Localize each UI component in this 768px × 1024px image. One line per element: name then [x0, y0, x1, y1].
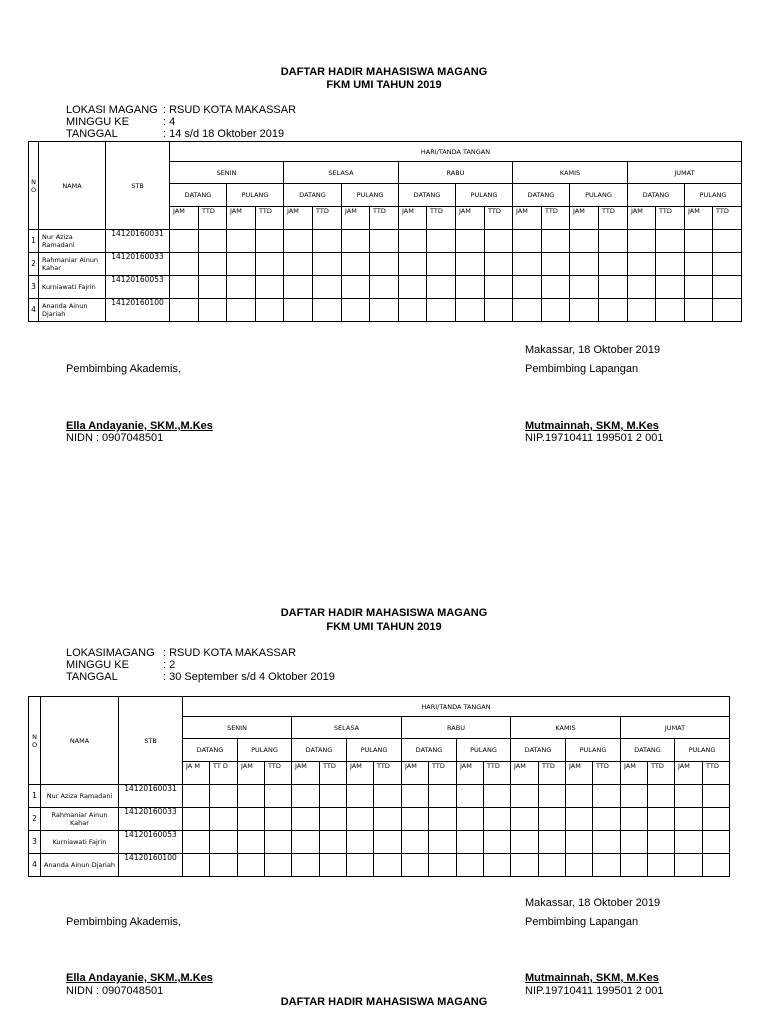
- attendance-cell[interactable]: [341, 252, 370, 276]
- attendance-cell[interactable]: [319, 830, 347, 854]
- jam-header: JAM: [569, 206, 599, 230]
- attendance-cell[interactable]: [565, 807, 593, 831]
- datang-header: DATANG: [182, 738, 238, 762]
- hari-tanda-tangan-header: HARI/TANDA TANGAN: [182, 696, 730, 717]
- row-number: 3: [28, 275, 39, 299]
- ttd-header: TTD: [598, 206, 628, 230]
- attendance-cell[interactable]: [428, 853, 457, 877]
- attendance-cell[interactable]: [592, 830, 621, 854]
- attendance-cell[interactable]: [598, 298, 628, 322]
- attendance-cell[interactable]: [565, 784, 593, 808]
- jam-header: JAM: [455, 206, 485, 230]
- attendance-cell[interactable]: [319, 853, 347, 877]
- jam-header: JAM: [283, 206, 313, 230]
- attendance-cell[interactable]: [512, 275, 542, 299]
- attendance-cell[interactable]: [237, 853, 265, 877]
- attendance-cell[interactable]: [510, 830, 539, 854]
- jam-header: JAM: [512, 206, 542, 230]
- attendance-cell[interactable]: [283, 252, 313, 276]
- jam-header: JAM: [346, 761, 374, 785]
- ttd-header: TT D: [209, 761, 238, 785]
- attendance-cell[interactable]: [198, 298, 227, 322]
- row-number: 4: [28, 298, 39, 322]
- attendance-cell[interactable]: [226, 275, 256, 299]
- academic-supervisor-name: Ella Andayanie, SKM.,M.Kes: [66, 972, 213, 984]
- attendance-cell[interactable]: [226, 252, 256, 276]
- attendance-cell[interactable]: [426, 275, 456, 299]
- attendance-cell[interactable]: [369, 252, 399, 276]
- ttd-header: TTD: [483, 761, 511, 785]
- attendance-cell[interactable]: [620, 807, 648, 831]
- jam-header: JAM: [565, 761, 593, 785]
- attendance-cell[interactable]: [428, 830, 457, 854]
- stb-header: STB: [118, 696, 183, 785]
- jam-header: JAM: [510, 761, 539, 785]
- pulang-header: PULANG: [341, 183, 399, 207]
- attendance-cell[interactable]: [455, 298, 485, 322]
- row-number: 3: [28, 830, 41, 854]
- attendance-cell[interactable]: [198, 275, 227, 299]
- attendance-cell[interactable]: [674, 830, 703, 854]
- attendance-cell[interactable]: [373, 784, 402, 808]
- day-header: JUMAT: [627, 161, 742, 184]
- attendance-cell[interactable]: [291, 784, 320, 808]
- jam-header: JAM: [398, 206, 427, 230]
- student-stb: 14120160053: [118, 830, 183, 854]
- attendance-cell[interactable]: [647, 853, 675, 877]
- student-name: Rahmaniar Ainun Kahar: [38, 252, 106, 276]
- ttd-header: TTD: [369, 206, 399, 230]
- attendance-cell[interactable]: [398, 298, 427, 322]
- attendance-cell[interactable]: [346, 807, 374, 831]
- hari-tanda-tangan-header: HARI/TANDA TANGAN: [169, 141, 742, 162]
- info-value: : 14 s/d 18 Oktober 2019: [163, 128, 285, 140]
- info-label: TANGGAL: [66, 128, 118, 140]
- attendance-cell[interactable]: [538, 807, 566, 831]
- ttd-header: TTD: [428, 761, 457, 785]
- attendance-cell[interactable]: [401, 784, 429, 808]
- place-date: Makassar, 18 Oktober 2019: [525, 344, 661, 356]
- attendance-cell[interactable]: [401, 830, 429, 854]
- field-supervisor-name: Mutmainnah, SKM, M.Kes: [525, 972, 659, 984]
- student-name: Ananda Ainun Djariah: [38, 298, 106, 322]
- attendance-cell[interactable]: [712, 275, 742, 299]
- attendance-cell[interactable]: [456, 830, 484, 854]
- attendance-cell[interactable]: [647, 784, 675, 808]
- jam-header: JAM: [226, 206, 256, 230]
- jam-header: JAM: [169, 206, 199, 230]
- attendance-cell[interactable]: [426, 298, 456, 322]
- attendance-cell[interactable]: [484, 275, 513, 299]
- jam-header: JAM: [291, 761, 320, 785]
- attendance-cell[interactable]: [401, 807, 429, 831]
- attendance-cell[interactable]: [592, 807, 621, 831]
- day-header: KAMIS: [510, 716, 621, 739]
- attendance-cell[interactable]: [655, 252, 685, 276]
- stb-header: STB: [105, 141, 170, 230]
- jam-header: JAM: [237, 761, 265, 785]
- day-header: JUMAT: [620, 716, 730, 739]
- attendance-cell[interactable]: [237, 807, 265, 831]
- info-value: : RSUD KOTA MAKASSAR: [163, 104, 297, 116]
- attendance-cell[interactable]: [255, 229, 284, 253]
- ttd-header: TTD: [264, 761, 292, 785]
- info-label: MINGGU KE: [66, 116, 129, 128]
- ttd-header: TTD: [712, 206, 742, 230]
- section-subtitle: FKM UMI TAHUN 2019: [326, 79, 442, 91]
- pulang-header: PULANG: [565, 738, 621, 762]
- attendance-cell[interactable]: [541, 252, 570, 276]
- attendance-cell[interactable]: [538, 830, 566, 854]
- attendance-cell[interactable]: [569, 298, 599, 322]
- datang-header: DATANG: [291, 738, 347, 762]
- attendance-cell[interactable]: [512, 252, 542, 276]
- next-page-title: DAFTAR HADIR MAHASISWA MAGANG: [280, 996, 488, 1008]
- ttd-header: TTD: [373, 761, 402, 785]
- day-header: RABU: [401, 716, 511, 739]
- attendance-cell[interactable]: [341, 298, 370, 322]
- attendance-cell[interactable]: [312, 252, 342, 276]
- datang-header: DATANG: [169, 183, 227, 207]
- academic-supervisor-nidn: NIDN : 0907048501: [66, 985, 164, 997]
- jam-header: JA M: [182, 761, 210, 785]
- field-supervisor-nip: NIP.19710411 199501 2 001: [525, 985, 664, 997]
- ttd-header: TTD: [255, 206, 284, 230]
- attendance-cell[interactable]: [373, 830, 402, 854]
- info-value: : 4: [163, 116, 176, 128]
- attendance-cell[interactable]: [483, 830, 511, 854]
- student-stb: 14120160053: [105, 275, 170, 299]
- attendance-cell[interactable]: [182, 784, 210, 808]
- attendance-cell[interactable]: [255, 298, 284, 322]
- student-stb: 14120160031: [118, 784, 183, 808]
- jam-header: JAM: [401, 761, 429, 785]
- attendance-cell[interactable]: [712, 229, 742, 253]
- attendance-cell[interactable]: [182, 853, 210, 877]
- academic-supervisor-nidn: NIDN : 0907048501: [66, 432, 164, 444]
- attendance-cell[interactable]: [169, 229, 199, 253]
- datang-header: DATANG: [398, 183, 456, 207]
- attendance-cell[interactable]: [456, 853, 484, 877]
- academic-supervisor-role: Pembimbing Akademis,: [66, 363, 181, 375]
- attendance-cell[interactable]: [684, 252, 713, 276]
- academic-supervisor-name: Ella Andayanie, SKM.,M.Kes: [66, 420, 213, 432]
- attendance-cell[interactable]: [712, 252, 742, 276]
- info-block: [66, 647, 386, 683]
- attendance-cell[interactable]: [369, 229, 399, 253]
- attendance-cell[interactable]: [565, 830, 593, 854]
- attendance-cell[interactable]: [569, 229, 599, 253]
- attendance-cell[interactable]: [538, 784, 566, 808]
- attendance-cell[interactable]: [312, 298, 342, 322]
- attendance-cell[interactable]: [455, 252, 485, 276]
- attendance-cell[interactable]: [627, 298, 656, 322]
- attendance-cell[interactable]: [510, 784, 539, 808]
- student-stb: 14120160100: [118, 853, 183, 877]
- attendance-cell[interactable]: [647, 807, 675, 831]
- attendance-cell[interactable]: [373, 853, 402, 877]
- row-number: 1: [28, 784, 41, 808]
- attendance-cell[interactable]: [598, 229, 628, 253]
- attendance-cell[interactable]: [283, 298, 313, 322]
- attendance-cell[interactable]: [455, 275, 485, 299]
- attendance-cell[interactable]: [483, 853, 511, 877]
- datang-header: DATANG: [401, 738, 457, 762]
- info-label: LOKASIMAGANG: [66, 647, 155, 659]
- attendance-cell[interactable]: [620, 784, 648, 808]
- info-value: : 2: [163, 659, 176, 671]
- attendance-cell[interactable]: [255, 275, 284, 299]
- info-block: [66, 104, 366, 140]
- attendance-cell[interactable]: [620, 853, 648, 877]
- info-label: TANGGAL: [66, 671, 118, 683]
- attendance-cell[interactable]: [264, 807, 292, 831]
- pulang-header: PULANG: [237, 738, 292, 762]
- jam-header: JAM: [456, 761, 484, 785]
- jam-header: JAM: [627, 206, 656, 230]
- attendance-cell[interactable]: [702, 830, 730, 854]
- attendance-cell[interactable]: [283, 229, 313, 253]
- student-name: Kurniawati Fajrin: [40, 830, 119, 854]
- attendance-cell[interactable]: [398, 275, 427, 299]
- ttd-header: TTD: [198, 206, 227, 230]
- attendance-cell[interactable]: [291, 807, 320, 831]
- attendance-cell[interactable]: [426, 229, 456, 253]
- row-number: 4: [28, 853, 41, 877]
- attendance-cell[interactable]: [264, 853, 292, 877]
- ttd-header: TTD: [541, 206, 570, 230]
- attendance-cell[interactable]: [169, 252, 199, 276]
- attendance-cell[interactable]: [565, 853, 593, 877]
- attendance-cell[interactable]: [510, 807, 539, 831]
- student-stb: 14120160100: [105, 298, 170, 322]
- pulang-header: PULANG: [346, 738, 402, 762]
- student-name: Ananda Ainun Djariah: [40, 853, 119, 877]
- day-header: SENIN: [169, 161, 284, 184]
- attendance-cell[interactable]: [510, 853, 539, 877]
- datang-header: DATANG: [620, 738, 675, 762]
- pulang-header: PULANG: [455, 183, 513, 207]
- attendance-cell[interactable]: [541, 275, 570, 299]
- attendance-cell[interactable]: [569, 252, 599, 276]
- attendance-cell[interactable]: [598, 275, 628, 299]
- student-stb: 14120160033: [118, 807, 183, 831]
- datang-header: DATANG: [512, 183, 570, 207]
- student-stb: 14120160033: [105, 252, 170, 276]
- nama-header: NAMA: [40, 696, 119, 785]
- day-header: RABU: [398, 161, 513, 184]
- attendance-cell[interactable]: [569, 275, 599, 299]
- attendance-cell[interactable]: [319, 807, 347, 831]
- attendance-cell[interactable]: [291, 853, 320, 877]
- attendance-cell[interactable]: [346, 853, 374, 877]
- academic-supervisor-role: Pembimbing Akademis,: [66, 916, 181, 928]
- attendance-cell[interactable]: [182, 807, 210, 831]
- place-date: Makassar, 18 Oktober 2019: [525, 897, 661, 909]
- attendance-cell[interactable]: [169, 275, 199, 299]
- field-supervisor-role: Pembimbing Lapangan: [525, 363, 639, 375]
- attendance-cell[interactable]: [373, 807, 402, 831]
- attendance-cell[interactable]: [369, 275, 399, 299]
- day-header: SELASA: [291, 716, 402, 739]
- ttd-header: TTD: [647, 761, 675, 785]
- attendance-cell[interactable]: [702, 807, 730, 831]
- attendance-cell[interactable]: [346, 830, 374, 854]
- attendance-cell[interactable]: [655, 275, 685, 299]
- row-number: 2: [28, 252, 39, 276]
- ttd-header: TTD: [312, 206, 342, 230]
- student-name: Kurniawati Fajrin: [38, 275, 106, 299]
- ttd-header: TTD: [655, 206, 685, 230]
- field-supervisor-name: Mutmainnah, SKM, M.Kes: [525, 420, 659, 432]
- student-name: Nur Aziza Ramadani: [38, 229, 106, 253]
- attendance-cell[interactable]: [684, 298, 713, 322]
- attendance-cell[interactable]: [541, 229, 570, 253]
- attendance-cell[interactable]: [264, 830, 292, 854]
- ttd-header: TTD: [702, 761, 730, 785]
- attendance-cell[interactable]: [312, 229, 342, 253]
- attendance-cell[interactable]: [655, 229, 685, 253]
- attendance-cell[interactable]: [255, 252, 284, 276]
- attendance-cell[interactable]: [209, 784, 238, 808]
- attendance-cell[interactable]: [209, 807, 238, 831]
- attendance-cell[interactable]: [512, 298, 542, 322]
- pulang-header: PULANG: [569, 183, 628, 207]
- attendance-cell[interactable]: [647, 830, 675, 854]
- datang-header: DATANG: [510, 738, 566, 762]
- attendance-cell[interactable]: [209, 853, 238, 877]
- section-title: DAFTAR HADIR MAHASISWA MAGANG: [280, 607, 488, 619]
- student-name: Rahmaniar Ainun Kahar: [40, 807, 119, 831]
- attendance-cell[interactable]: [592, 853, 621, 877]
- attendance-cell[interactable]: [198, 229, 227, 253]
- attendance-cell[interactable]: [538, 853, 566, 877]
- student-stb: 14120160031: [105, 229, 170, 253]
- attendance-cell[interactable]: [209, 830, 238, 854]
- row-number: 2: [28, 807, 41, 831]
- section-subtitle: FKM UMI TAHUN 2019: [326, 621, 442, 633]
- datang-header: DATANG: [283, 183, 342, 207]
- attendance-cell[interactable]: [283, 275, 313, 299]
- attendance-cell[interactable]: [484, 229, 513, 253]
- attendance-cell[interactable]: [428, 807, 457, 831]
- day-header: SENIN: [182, 716, 292, 739]
- attendance-cell[interactable]: [264, 784, 292, 808]
- attendance-cell[interactable]: [291, 830, 320, 854]
- attendance-cell[interactable]: [483, 784, 511, 808]
- attendance-cell[interactable]: [169, 298, 199, 322]
- jam-header: JAM: [674, 761, 703, 785]
- ttd-header: TTD: [592, 761, 621, 785]
- attendance-cell[interactable]: [428, 784, 457, 808]
- attendance-cell[interactable]: [237, 830, 265, 854]
- field-supervisor-role: Pembimbing Lapangan: [525, 916, 639, 928]
- attendance-cell[interactable]: [346, 784, 374, 808]
- pulang-header: PULANG: [456, 738, 511, 762]
- attendance-cell[interactable]: [483, 807, 511, 831]
- attendance-cell[interactable]: [484, 252, 513, 276]
- attendance-cell[interactable]: [627, 229, 656, 253]
- attendance-cell[interactable]: [456, 784, 484, 808]
- nama-header: NAMA: [38, 141, 106, 230]
- student-name: Nur Aziza Ramadani: [40, 784, 119, 808]
- ttd-header: TTD: [426, 206, 456, 230]
- attendance-cell[interactable]: [401, 853, 429, 877]
- attendance-cell[interactable]: [702, 853, 730, 877]
- attendance-cell[interactable]: [541, 298, 570, 322]
- field-supervisor-nip: NIP.19710411 199501 2 001: [525, 432, 664, 444]
- row-number: 1: [28, 229, 39, 253]
- attendance-cell[interactable]: [398, 229, 427, 253]
- attendance-cell[interactable]: [182, 830, 210, 854]
- attendance-cell[interactable]: [674, 853, 703, 877]
- no-header: N O: [28, 696, 41, 785]
- jam-header: JAM: [620, 761, 648, 785]
- jam-header: JAM: [341, 206, 370, 230]
- attendance-cell[interactable]: [655, 298, 685, 322]
- ttd-header: TTD: [319, 761, 347, 785]
- attendance-cell[interactable]: [226, 229, 256, 253]
- attendance-cell[interactable]: [341, 229, 370, 253]
- attendance-cell[interactable]: [598, 252, 628, 276]
- day-header: KAMIS: [512, 161, 628, 184]
- attendance-cell[interactable]: [627, 275, 656, 299]
- attendance-cell[interactable]: [398, 252, 427, 276]
- section-title: DAFTAR HADIR MAHASISWA MAGANG: [280, 66, 488, 78]
- no-header: N O: [28, 141, 39, 230]
- datang-header: DATANG: [627, 183, 685, 207]
- ttd-header: TTD: [538, 761, 566, 785]
- attendance-cell[interactable]: [426, 252, 456, 276]
- attendance-cell[interactable]: [684, 229, 713, 253]
- attendance-cell[interactable]: [674, 807, 703, 831]
- info-value: : 30 September s/d 4 Oktober 2019: [163, 671, 335, 683]
- attendance-cell[interactable]: [712, 298, 742, 322]
- pulang-header: PULANG: [684, 183, 742, 207]
- attendance-cell[interactable]: [319, 784, 347, 808]
- attendance-cell[interactable]: [369, 298, 399, 322]
- attendance-cell[interactable]: [484, 298, 513, 322]
- info-label: MINGGU KE: [66, 659, 129, 671]
- ttd-header: TTD: [484, 206, 513, 230]
- attendance-cell[interactable]: [341, 275, 370, 299]
- attendance-cell[interactable]: [684, 275, 713, 299]
- info-value: : RSUD KOTA MAKASSAR: [163, 647, 297, 659]
- info-label: LOKASI MAGANG: [66, 104, 158, 116]
- jam-header: JAM: [684, 206, 713, 230]
- pulang-header: PULANG: [226, 183, 284, 207]
- attendance-cell[interactable]: [702, 784, 730, 808]
- attendance-cell[interactable]: [455, 229, 485, 253]
- attendance-cell[interactable]: [237, 784, 265, 808]
- attendance-cell[interactable]: [226, 298, 256, 322]
- attendance-cell[interactable]: [674, 784, 703, 808]
- attendance-cell[interactable]: [312, 275, 342, 299]
- day-header: SELASA: [283, 161, 399, 184]
- attendance-cell[interactable]: [512, 229, 542, 253]
- attendance-cell[interactable]: [627, 252, 656, 276]
- attendance-cell[interactable]: [592, 784, 621, 808]
- attendance-cell[interactable]: [456, 807, 484, 831]
- attendance-cell[interactable]: [620, 830, 648, 854]
- pulang-header: PULANG: [674, 738, 730, 762]
- attendance-cell[interactable]: [198, 252, 227, 276]
